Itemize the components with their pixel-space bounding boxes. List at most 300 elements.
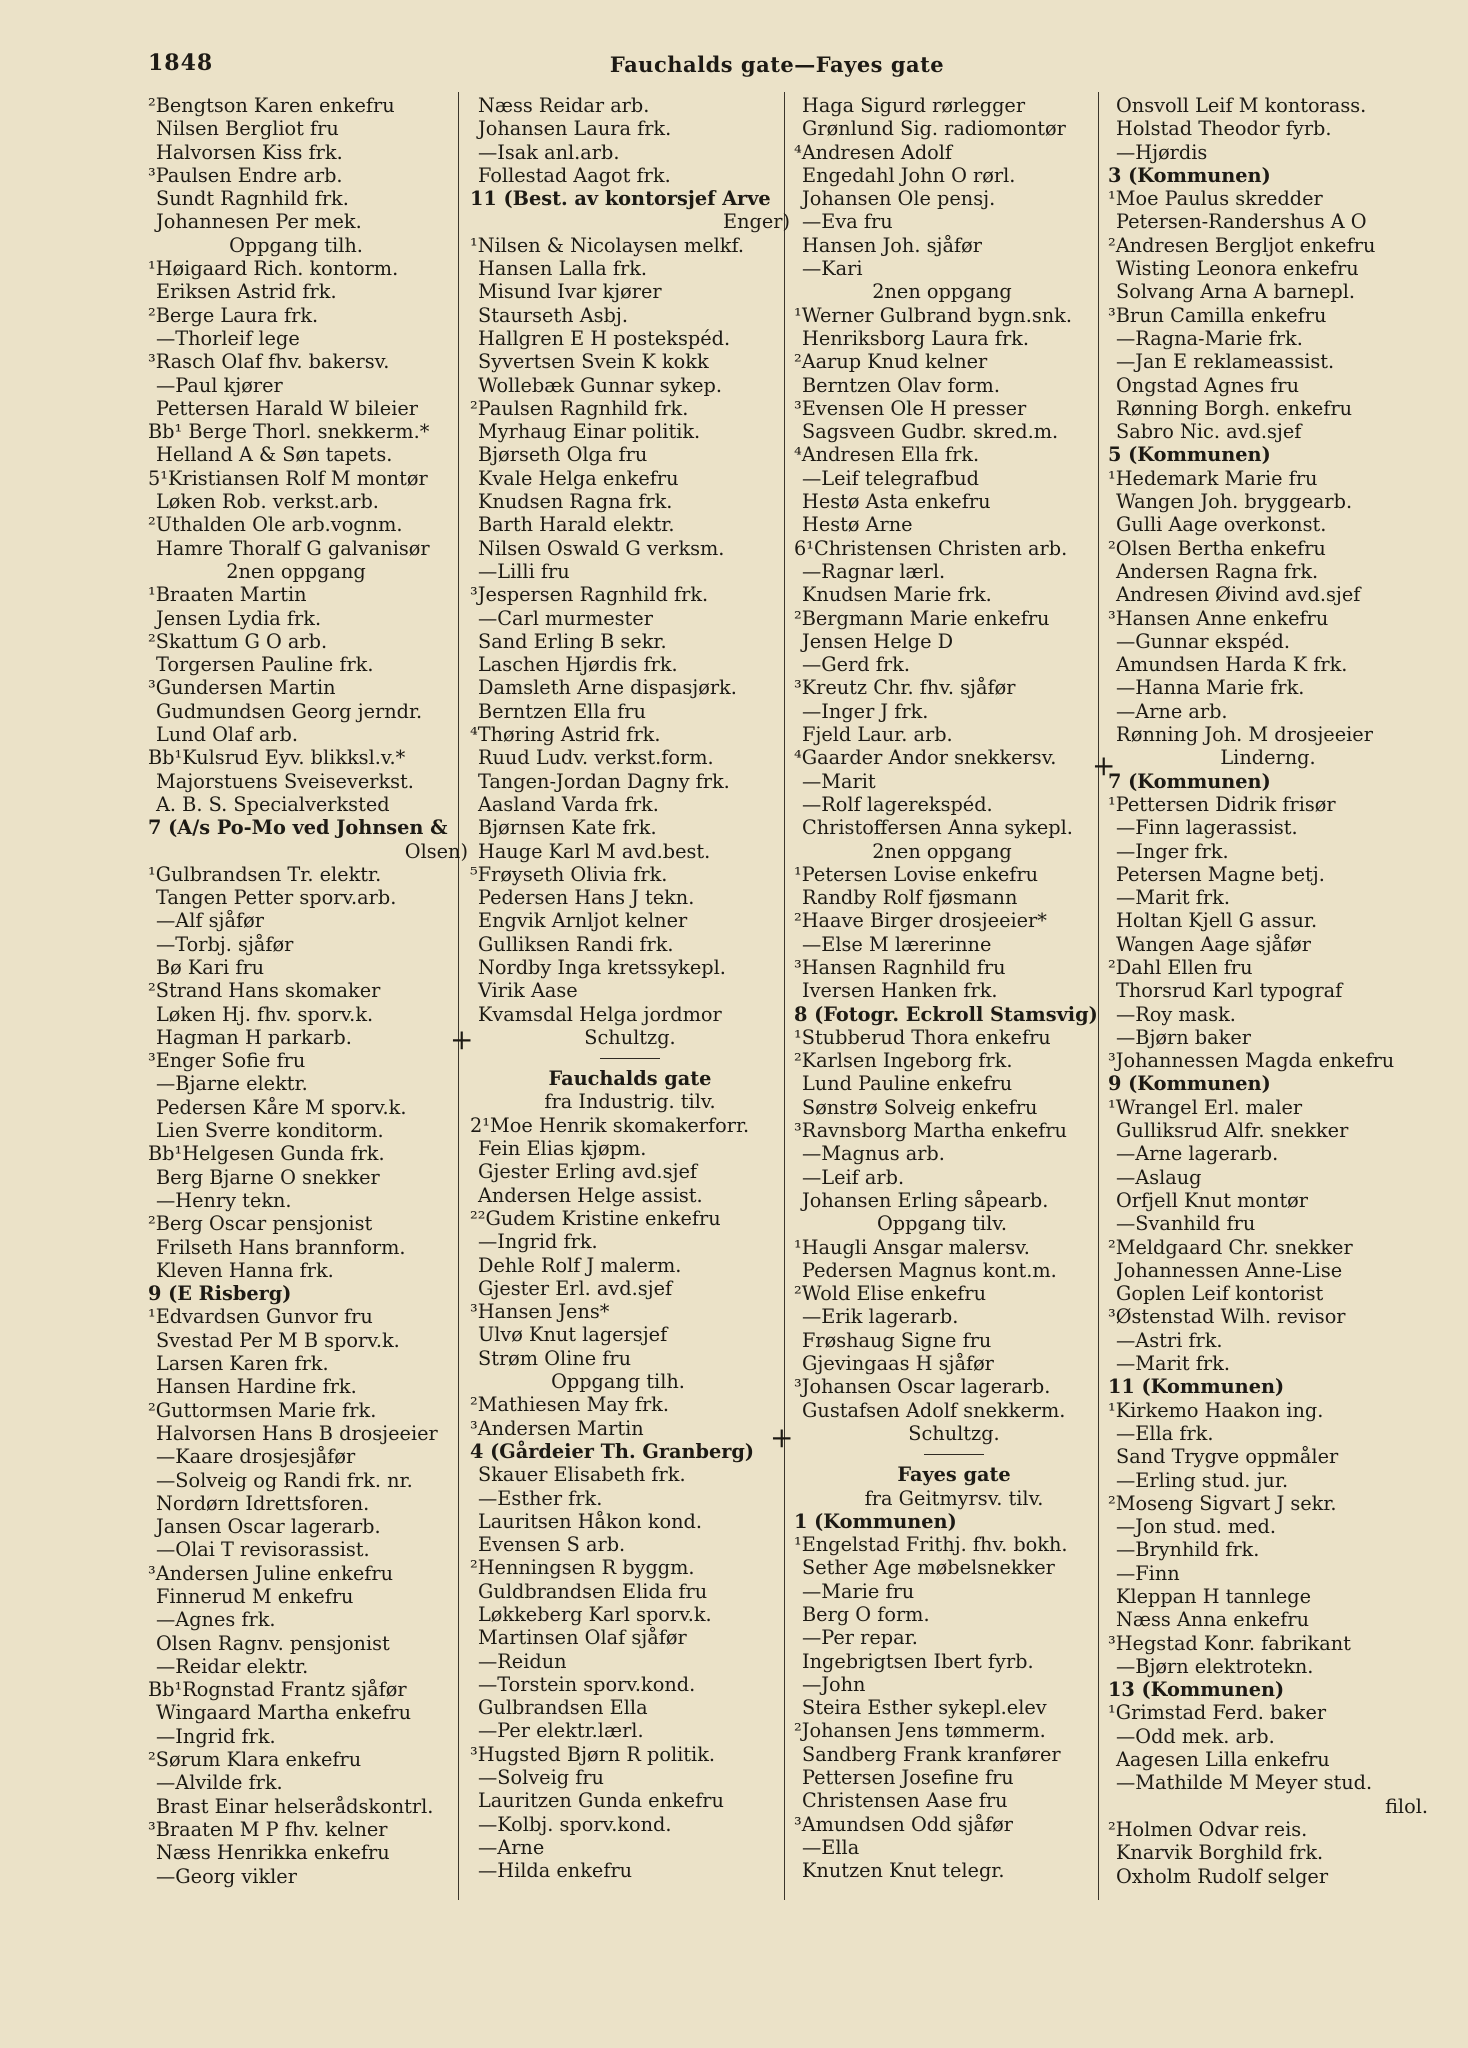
directory-entry: Gustafsen Adolf snekkerm.	[802, 1398, 1066, 1422]
house-number-heading: 9 (Kommunen)	[1108, 1072, 1271, 1096]
directory-entry: Halvorsen Hans B drosjeeier	[156, 1421, 438, 1445]
continuation-line: Olsen)	[404, 839, 468, 863]
directory-entry: ¹Braaten Martin	[148, 583, 307, 607]
directory-entry: Nilsen Oswald G verksm.	[478, 536, 725, 560]
directory-entry: ²Berg Oscar pensjonist	[148, 1212, 373, 1236]
directory-entry: Berntzen Olav form.	[802, 373, 1000, 397]
directory-entry: Brast Einar helserådskontrl.	[156, 1794, 434, 1818]
directory-entry: Bjørnsen Kate frk.	[478, 816, 657, 840]
directory-entry: —Hilda enkefru	[478, 1859, 633, 1883]
directory-entry: Aagesen Lilla enkefru	[1116, 1748, 1330, 1772]
directory-entry: ²Andresen Bergljot enkefru	[1108, 233, 1376, 257]
directory-entry: Eriksen Astrid frk.	[156, 280, 337, 304]
directory-entry: Bb¹Kulsrud Eyv. blikksl.v.*	[148, 746, 406, 770]
street-heading: Fauchalds gate	[548, 1067, 712, 1091]
directory-entry: ¹Moe Paulus skredder	[1108, 187, 1323, 211]
stair-subheading: 2nen oppgang	[226, 559, 366, 583]
directory-entry: —Marit frk.	[1116, 1352, 1230, 1376]
directory-entry: —Ella frk.	[1116, 1421, 1214, 1445]
directory-entry: Kvale Helga enkefru	[478, 466, 679, 490]
directory-entry: —Kaare drosjesjåfør	[156, 1445, 356, 1469]
directory-entry: —Olai T revisorassist.	[156, 1538, 370, 1562]
directory-entry: —Henry tekn.	[156, 1188, 292, 1212]
directory-entry: —Arne arb.	[1116, 699, 1228, 723]
directory-entry: —Torstein sporv.kond.	[478, 1672, 696, 1696]
directory-entry: Hansen Joh. sjåfør	[802, 233, 982, 257]
street-direction-note: Schultzg.	[908, 1421, 1000, 1445]
directory-entry: Engvik Arnljot kelner	[478, 909, 688, 933]
directory-entry: Hestø Asta enkefru	[802, 490, 991, 514]
cross-mark-icon: +	[450, 1023, 474, 1056]
directory-entry: Gudmundsen Georg jerndr.	[156, 699, 423, 723]
directory-entry: ²Johansen Jens tømmerm.	[794, 1719, 1046, 1743]
directory-entry: Gjester Erl. avd.sjef	[478, 1276, 673, 1300]
street-direction-note: Schultzg.	[584, 1025, 676, 1049]
directory-entry: Haga Sigurd rørlegger	[802, 94, 1026, 117]
directory-entry: —Else M lærerinne	[802, 932, 992, 956]
directory-entry: Pedersen Hans J tekn.	[478, 886, 695, 910]
directory-entry: Hauge Karl M avd.best.	[478, 839, 711, 863]
directory-entry: —Gerd frk.	[802, 653, 910, 677]
directory-column-1	[148, 94, 468, 1888]
house-number-heading: 4 (Gårdeier Th. Granberg)	[470, 1439, 755, 1463]
stair-subheading: 2nen oppgang	[872, 280, 1012, 304]
directory-entry: Knudsen Ragna frk.	[478, 490, 673, 514]
directory-entry: Svestad Per M B sporv.k.	[156, 1328, 400, 1352]
directory-entry: Næss Anna enkefru	[1116, 1608, 1309, 1632]
directory-entry: ²Uthalden Ole arb.vognm.	[148, 513, 403, 537]
directory-entry: ²Dahl Ellen fru	[1108, 955, 1253, 979]
directory-entry: ²Moseng Sigvart J sekr.	[1108, 1491, 1337, 1515]
directory-entry: Gulliksrud Alfr. snekker	[1116, 1119, 1349, 1143]
directory-entry: Pettersen Harald W bileier	[156, 396, 418, 420]
directory-entry: —Inger frk.	[1116, 839, 1229, 863]
directory-entry: ³Brun Camilla enkefru	[1108, 303, 1327, 327]
directory-entry: —Marie fru	[802, 1579, 915, 1603]
directory-entry: —Erling stud. jur.	[1116, 1468, 1289, 1492]
directory-entry: Næss Reidar arb.	[478, 94, 650, 117]
directory-entry: ³Østenstad Wilh. revisor	[1108, 1305, 1346, 1329]
directory-entry: Sand Erling B sekr.	[478, 629, 667, 653]
directory-entry: Sundt Ragnhild frk.	[156, 187, 349, 211]
directory-entry: Iversen Hanken frk.	[802, 979, 998, 1003]
directory-entry: ³Hansen Anne enkefru	[1108, 606, 1329, 630]
directory-entry: —Roy mask.	[1116, 1002, 1236, 1026]
directory-entry: —Gunnar ekspéd.	[1116, 629, 1290, 653]
directory-entry: —Leif arb.	[802, 1165, 905, 1189]
directory-entry: Hestø Arne	[802, 513, 913, 537]
directory-entry: Gulbrandsen Ella	[478, 1696, 648, 1720]
directory-entry: Andersen Helge assist.	[478, 1183, 703, 1207]
directory-entry: Sagsveen Gudbr. skred.m.	[802, 420, 1059, 444]
directory-entry: Helland A & Søn tapets.	[156, 443, 393, 467]
directory-entry: Hansen Lalla frk.	[478, 257, 648, 281]
directory-entry: Johansen Erling såpearb.	[802, 1188, 1049, 1212]
directory-entry: Christoffersen Anna sykepl.	[802, 816, 1073, 840]
directory-entry: Johansen Laura frk.	[478, 117, 672, 141]
directory-entry: Sønstrø Solveig enkefru	[802, 1095, 1038, 1119]
directory-entry: ²Strand Hans skomaker	[148, 979, 381, 1003]
directory-entry: Berntzen Ella fru	[478, 699, 646, 723]
directory-entry: Petersen Magne betj.	[1116, 862, 1325, 886]
directory-entry: Nordby Inga kretssykepl.	[478, 955, 726, 979]
directory-entry: ¹Haugli Ansgar malersv.	[794, 1235, 1030, 1259]
directory-entry: Ongstad Agnes fru	[1116, 373, 1300, 397]
directory-entry: —Ragnar lærl.	[802, 559, 946, 583]
directory-entry: Berg O form.	[802, 1603, 930, 1626]
directory-entry: Nordørn Idrettsforen.	[156, 1491, 370, 1515]
directory-entry: ¹Kirkemo Haakon ing.	[1108, 1398, 1324, 1422]
directory-entry: ³Hugsted Bjørn R politik.	[470, 1742, 716, 1766]
cross-mark-icon: +	[770, 1421, 794, 1454]
directory-entry: —John	[802, 1672, 866, 1696]
directory-entry: Petersen-Randershus A O	[1116, 210, 1367, 234]
directory-entry: Nilsen Bergliot fru	[156, 117, 339, 141]
directory-column-4	[1108, 94, 1428, 1888]
directory-entry: Johansen Ole pensj.	[802, 187, 996, 211]
house-number-heading: 7 (Kommunen)	[1108, 769, 1271, 793]
directory-entry: —Carl murmester	[478, 606, 653, 630]
directory-entry: ²Haave Birger drosjeeier*	[794, 909, 1047, 933]
directory-entry: —Mathilde M Meyer stud.	[1116, 1771, 1373, 1795]
directory-entry: —Alvilde frk.	[156, 1771, 283, 1795]
directory-entry: ²Bergmann Marie enkefru	[794, 606, 1050, 630]
directory-entry: ¹Engelstad Frithj. fhv. bokh.	[794, 1533, 1068, 1557]
directory-entry: Frilseth Hans brannform.	[156, 1235, 406, 1259]
street-heading: Fayes gate	[897, 1463, 1011, 1487]
directory-entry: Hagman H parkarb.	[156, 1025, 352, 1049]
directory-entry: —Inger J frk.	[802, 699, 929, 723]
directory-entry: ²Skattum G O arb.	[148, 629, 328, 653]
directory-entry: —Aslaug	[1116, 1165, 1202, 1189]
directory-entry: —Torbj. sjåfør	[156, 932, 294, 956]
directory-entry: ¹Høigaard Rich. kontorm.	[148, 257, 399, 281]
continuation-line: filol.	[1385, 1794, 1428, 1818]
directory-entry: Majorstuens Sveiseverkst.	[156, 769, 414, 793]
directory-entry: ³Paulsen Endre arb.	[148, 163, 343, 187]
directory-entry: ¹Werner Gulbrand bygn.snk.	[794, 303, 1072, 327]
directory-entry: Rønning Joh. M drosjeeier	[1116, 723, 1373, 747]
directory-entry: ³Johansen Oscar lagerarb.	[794, 1375, 1051, 1399]
directory-entry: Wangen Aage sjåfør	[1116, 932, 1311, 956]
directory-entry: —Agnes frk.	[156, 1608, 276, 1632]
directory-entry: Fjeld Laur. arb.	[802, 723, 953, 747]
directory-entry: —Jan E reklameassist.	[1116, 350, 1335, 374]
directory-entry: Dehle Rolf J malerm.	[478, 1253, 682, 1277]
directory-entry: Fein Elias kjøpm.	[478, 1137, 647, 1161]
directory-entry: ²Mathiesen May frk.	[470, 1393, 669, 1417]
directory-entry: Jensen Helge D	[802, 629, 954, 653]
directory-entry: Gulliksen Randi frk.	[478, 932, 674, 956]
directory-entry: Henriksborg Laura frk.	[802, 326, 1029, 350]
directory-entry: Sether Age møbelsnekker	[802, 1556, 1055, 1580]
directory-entry: Andresen Øivind avd.sjef	[1116, 583, 1361, 607]
directory-entry: —Kari	[802, 257, 863, 281]
directory-entry: —Finn lagerassist.	[1116, 816, 1298, 840]
directory-entry: ²²Gudem Kristine enkefru	[470, 1206, 721, 1230]
directory-entry: ³Andersen Martin	[470, 1416, 644, 1440]
house-number-heading: 3 (Kommunen)	[1108, 163, 1271, 187]
directory-entry: —Isak anl.arb.	[478, 140, 620, 164]
directory-entry: Ruud Ludv. verkst.form.	[478, 746, 714, 770]
house-number-heading: 11 (Best. av kontorsjef Arve	[470, 187, 771, 211]
directory-entry: Knarvik Borghild frk.	[1116, 1841, 1324, 1865]
directory-entry: Bb¹Rognstad Frantz sjåfør	[148, 1678, 407, 1702]
directory-entry: —Svanhild fru	[1116, 1212, 1256, 1236]
directory-entry: —Magnus arb.	[802, 1142, 945, 1166]
directory-entry: Andersen Ragna frk.	[1116, 559, 1319, 583]
directory-entry: Gulli Aage overkonst.	[1116, 513, 1327, 537]
directory-entry: ¹Stubberud Thora enkefru	[794, 1025, 1051, 1049]
directory-entry: Wisting Leonora enkefru	[1116, 257, 1359, 281]
section-rule	[470, 1049, 790, 1067]
directory-entry: Christensen Aase fru	[802, 1789, 1008, 1813]
directory-entry: —Bjørn elektrotekn.	[1116, 1654, 1314, 1678]
directory-entry: ⁵Frøyseth Olivia frk.	[470, 862, 668, 886]
directory-entry: Follestad Aagot frk.	[478, 163, 671, 187]
directory-entry: ³Amundsen Odd sjåfør	[794, 1812, 1013, 1836]
directory-entry: Solvang Arna A barnepl.	[1116, 280, 1356, 304]
directory-entry: —Jon stud. med.	[1116, 1515, 1276, 1539]
directory-entry: ²Berge Laura frk.	[148, 303, 319, 327]
house-number-heading: 7 (A/s Po-Mo ved Johnsen &	[148, 816, 448, 840]
directory-entry: Lien Sverre konditorm.	[156, 1119, 384, 1143]
page-number: 1848	[148, 50, 214, 76]
directory-entry: Wollebæk Gunnar sykep.	[478, 373, 722, 397]
directory-entry: Hansen Hardine frk.	[156, 1375, 357, 1399]
directory-entry: 5¹Kristiansen Rolf M montør	[148, 466, 428, 490]
directory-entry: Bb¹Helgesen Gunda frk.	[148, 1142, 385, 1166]
house-number-heading: 8 (Fotogr. Eckroll Stamsvig)	[794, 1002, 1098, 1026]
directory-entry: —Georg vikler	[156, 1864, 297, 1888]
directory-entry: Damsleth Arne dispasjørk.	[478, 676, 737, 700]
stair-subheading: Oppgang tilh.	[551, 1370, 685, 1394]
directory-entry: ²Sørum Klara enkefru	[148, 1748, 362, 1772]
directory-entry: Guldbrandsen Elida fru	[478, 1579, 708, 1603]
directory-entry: —Leif telegrafbud	[802, 466, 979, 490]
directory-entry: ⁴Andresen Ella frk.	[794, 443, 980, 467]
directory-entry: Sandberg Frank kranfører	[802, 1742, 1061, 1766]
directory-entry: ³Evensen Ole H presser	[794, 396, 1027, 420]
directory-entry: ¹Pettersen Didrik frisør	[1108, 792, 1336, 816]
directory-entry: Larsen Karen frk.	[156, 1352, 329, 1376]
directory-entry: Myrhaug Einar politik.	[478, 420, 701, 444]
directory-entry: Aasland Varda frk.	[478, 792, 659, 816]
directory-entry: Sabro Nic. avd.sjef	[1116, 420, 1302, 444]
directory-entry: Berg Bjarne O snekker	[156, 1165, 380, 1189]
directory-entry: —Paul kjører	[156, 373, 283, 397]
house-number-heading: 11 (Kommunen)	[1108, 1375, 1285, 1399]
directory-entry: —Solveig og Randi frk. nr.	[156, 1468, 413, 1492]
house-number-heading: 13 (Kommunen)	[1108, 1678, 1285, 1702]
directory-entry: Tangen Petter sporv.arb.	[156, 886, 397, 910]
directory-entry: Knutzen Knut telegr.	[802, 1859, 1005, 1883]
house-number-heading: 5 (Kommunen)	[1108, 443, 1271, 467]
directory-entry: Holstad Theodor fyrb.	[1116, 117, 1332, 141]
street-direction-note: Linderng.	[1220, 746, 1316, 770]
directory-entry: —Rolf lagerekspéd.	[802, 792, 993, 816]
directory-entry: Goplen Leif kontorist	[1116, 1282, 1324, 1306]
directory-entry: ²Wold Elise enkefru	[794, 1282, 987, 1306]
directory-entry: ³Andersen Juline enkefru	[148, 1561, 394, 1585]
directory-entry: A. B. S. Specialverksted	[156, 792, 390, 816]
directory-entry: ³Ravnsborg Martha enkefru	[794, 1119, 1067, 1143]
directory-entry: ¹Wrangel Erl. maler	[1108, 1095, 1303, 1119]
directory-entry: Tangen-Jordan Dagny frk.	[478, 769, 730, 793]
directory-entry: ³Hegstad Konr. fabrikant	[1108, 1631, 1351, 1655]
directory-entry: Amundsen Harda K frk.	[1116, 653, 1348, 677]
directory-entry: —Bjørn baker	[1116, 1025, 1251, 1049]
page-header	[148, 50, 1406, 84]
directory-entry: ³Hansen Ragnhild fru	[794, 955, 1006, 979]
directory-entry: Kleppan H tannlege	[1116, 1585, 1312, 1608]
directory-entry: ²Henningsen R byggm.	[470, 1556, 695, 1580]
directory-entry: Ulvø Knut lagersjef	[478, 1323, 668, 1347]
directory-entry: 6¹Christensen Christen arb.	[794, 536, 1068, 560]
directory-entry: —Finn	[1116, 1561, 1180, 1585]
directory-entry: Jansen Oscar lagerarb.	[156, 1515, 381, 1539]
directory-entry: ⁴Gaarder Andor snekkersv.	[794, 746, 1057, 770]
directory-entry: ⁴Thøring Astrid frk.	[470, 723, 661, 747]
directory-entry: Steira Esther sykepl.elev	[802, 1696, 1047, 1720]
directory-entry: Kleven Hanna frk.	[156, 1258, 334, 1282]
directory-entry: —Thorleif lege	[156, 326, 300, 350]
directory-entry: —Esther frk.	[478, 1486, 603, 1510]
directory-entry: Randby Rolf fjøsmann	[802, 886, 1018, 910]
directory-entry: Thorsrud Karl typograf	[1116, 979, 1343, 1003]
directory-entry: —Lilli fru	[478, 559, 570, 583]
directory-entry: Grønlund Sig. radiomontør	[802, 117, 1066, 141]
directory-entry: Løken Hj. fhv. sporv.k.	[156, 1002, 374, 1026]
directory-entry: —Per elektr.lærl.	[478, 1719, 644, 1743]
directory-entry: —Per repar.	[802, 1626, 918, 1650]
directory-entry: 2¹Moe Henrik skomakerforr.	[470, 1113, 750, 1137]
directory-entry: Løkkeberg Karl sporv.k.	[478, 1603, 712, 1626]
directory-entry: ²Holmen Odvar reis.	[1108, 1817, 1308, 1841]
directory-entry: ¹Grimstad Ferd. baker	[1108, 1701, 1327, 1725]
directory-entry: —Hanna Marie frk.	[1116, 676, 1305, 700]
directory-entry: Halvorsen Kiss frk.	[156, 140, 343, 164]
directory-entry: Hamre Thoralf G galvanisør	[156, 536, 430, 560]
directory-entry: —Ingrid frk.	[156, 1724, 276, 1748]
directory-entry: —Hjørdis	[1116, 140, 1208, 164]
directory-entry: Holtan Kjell G assur.	[1116, 909, 1318, 933]
directory-entry: ³Braaten M P fhv. kelner	[148, 1817, 388, 1841]
directory-entry: Martinsen Olaf sjåfør	[478, 1626, 687, 1650]
directory-entry: Virik Aase	[478, 979, 578, 1003]
directory-entry: ¹Hedemark Marie fru	[1108, 466, 1318, 490]
directory-entry: —Bjarne elektr.	[156, 1072, 308, 1096]
directory-entry: Pettersen Josefine fru	[802, 1766, 1014, 1790]
directory-entry: —Ragna-Marie frk.	[1116, 326, 1303, 350]
directory-entry: ³Hansen Jens*	[470, 1300, 610, 1324]
directory-entry: Staurseth Asbj.	[478, 303, 628, 327]
street-direction-note: fra Geitmyrsv. tilv.	[864, 1486, 1044, 1510]
directory-entry: ³Rasch Olaf fhv. bakersv.	[148, 350, 390, 374]
directory-entry: Bjørseth Olga fru	[478, 443, 648, 467]
directory-entry: Gjevingaas H sjåfør	[802, 1352, 994, 1376]
directory-entry: Finnerud M enkefru	[156, 1585, 354, 1608]
directory-entry: Barth Harald elektr.	[478, 513, 675, 537]
directory-entry: Hallgren E H postekspéd.	[478, 326, 731, 350]
stair-subheading: 2nen oppgang	[872, 839, 1012, 863]
directory-entry: Torgersen Pauline frk.	[156, 653, 374, 677]
directory-entry: Onsvoll Leif M kontorass.	[1116, 94, 1367, 117]
directory-entry: Skauer Elisabeth frk.	[478, 1463, 686, 1487]
directory-entry: —Eva fru	[802, 210, 893, 234]
directory-entry: Engedahl John O rørl.	[802, 163, 1016, 187]
directory-entry: Evensen S arb.	[478, 1533, 626, 1557]
directory-entry: ²Guttormsen Marie frk.	[148, 1398, 377, 1422]
directory-entry: Wangen Joh. bryggearb.	[1116, 490, 1353, 514]
directory-entry: Lund Pauline enkefru	[802, 1072, 1013, 1096]
directory-entry: ¹Gulbrandsen Tr. elektr.	[148, 862, 382, 886]
directory-entry: ¹Petersen Lovise enkefru	[794, 862, 1039, 886]
directory-entry: —Kolbj. sporv.kond.	[478, 1812, 672, 1836]
directory-entry: Bb¹ Berge Thorl. snekkerm.*	[148, 420, 430, 444]
directory-entry: —Reidar elektr.	[156, 1654, 309, 1678]
directory-entry: Pedersen Kåre M sporv.k.	[156, 1095, 407, 1119]
directory-entry: Misund Ivar kjører	[478, 280, 662, 304]
directory-entry: Oxholm Rudolf selger	[1116, 1864, 1329, 1888]
house-number-heading: 1 (Kommunen)	[794, 1509, 957, 1533]
directory-entry: —Reidun	[478, 1649, 567, 1673]
directory-entry: Knudsen Marie frk.	[802, 583, 992, 607]
directory-entry: Johannessen Anne-Lise	[1116, 1258, 1343, 1282]
directory-entry: —Odd mek. arb.	[1116, 1724, 1275, 1748]
running-title: Fauchalds gate—Fayes gate	[609, 52, 945, 77]
house-number-heading: 9 (E Risberg)	[148, 1282, 292, 1306]
directory-entry: Lauritzen Gunda enkefru	[478, 1789, 724, 1813]
directory-entry: —Arne	[478, 1835, 545, 1859]
directory-entry: ²Karlsen Ingeborg frk.	[794, 1049, 1013, 1073]
directory-entry: ³Kreutz Chr. fhv. sjåfør	[794, 676, 1016, 700]
directory-entry: Bø Kari fru	[156, 955, 265, 979]
directory-entry: Johannesen Per mek.	[156, 210, 362, 234]
directory-entry: ⁴Andresen Adolf	[794, 140, 953, 164]
directory-entry: Gjester Erling avd.sjef	[478, 1160, 697, 1184]
directory-entry: ²Bengtson Karen enkefru	[148, 94, 395, 117]
directory-entry: —Erik lagerarb.	[802, 1305, 959, 1329]
directory-entry: ²Paulsen Ragnhild frk.	[470, 396, 689, 420]
directory-entry: Løken Rob. verkst.arb.	[156, 490, 379, 514]
directory-entry: Næss Henrikka enkefru	[156, 1841, 390, 1865]
directory-entry: Rønning Borgh. enkefru	[1116, 396, 1353, 420]
section-rule	[794, 1445, 1114, 1463]
directory-entry: Jensen Lydia frk.	[156, 606, 322, 630]
directory-entry: ¹Edvardsen Gunvor fru	[148, 1305, 373, 1329]
directory-entry: Frøshaug Signe fru	[802, 1328, 992, 1352]
directory-entry: —Alf sjåfør	[156, 909, 264, 933]
directory-entry: Syvertsen Svein K kokk	[478, 350, 709, 374]
directory-entry: ²Meldgaard Chr. snekker	[1108, 1235, 1353, 1259]
street-direction-note: fra Industrig. tilv.	[544, 1090, 716, 1114]
directory-entry: —Marit frk.	[1116, 886, 1230, 910]
directory-entry: —Solveig fru	[478, 1766, 604, 1790]
directory-entry: Pedersen Magnus kont.m.	[802, 1258, 1057, 1282]
directory-entry: —Brynhild frk.	[1116, 1538, 1260, 1562]
directory-entry: Olsen Ragnv. pensjonist	[156, 1631, 390, 1655]
directory-entry: ¹Nilsen & Nicolaysen melkf.	[470, 233, 745, 257]
continuation-line: Enger)	[723, 210, 790, 234]
directory-entry: ³Jespersen Ragnhild frk.	[470, 583, 709, 607]
directory-entry: ³Johannessen Magda enkefru	[1108, 1049, 1395, 1073]
directory-entry: —Ingrid frk.	[478, 1230, 598, 1254]
directory-entry: ²Olsen Bertha enkefru	[1108, 536, 1326, 560]
directory-entry: Ingebrigtsen Ibert fyrb.	[802, 1649, 1034, 1673]
directory-entry: —Arne lagerarb.	[1116, 1142, 1279, 1166]
stair-subheading: Oppgang tilh.	[229, 233, 363, 257]
